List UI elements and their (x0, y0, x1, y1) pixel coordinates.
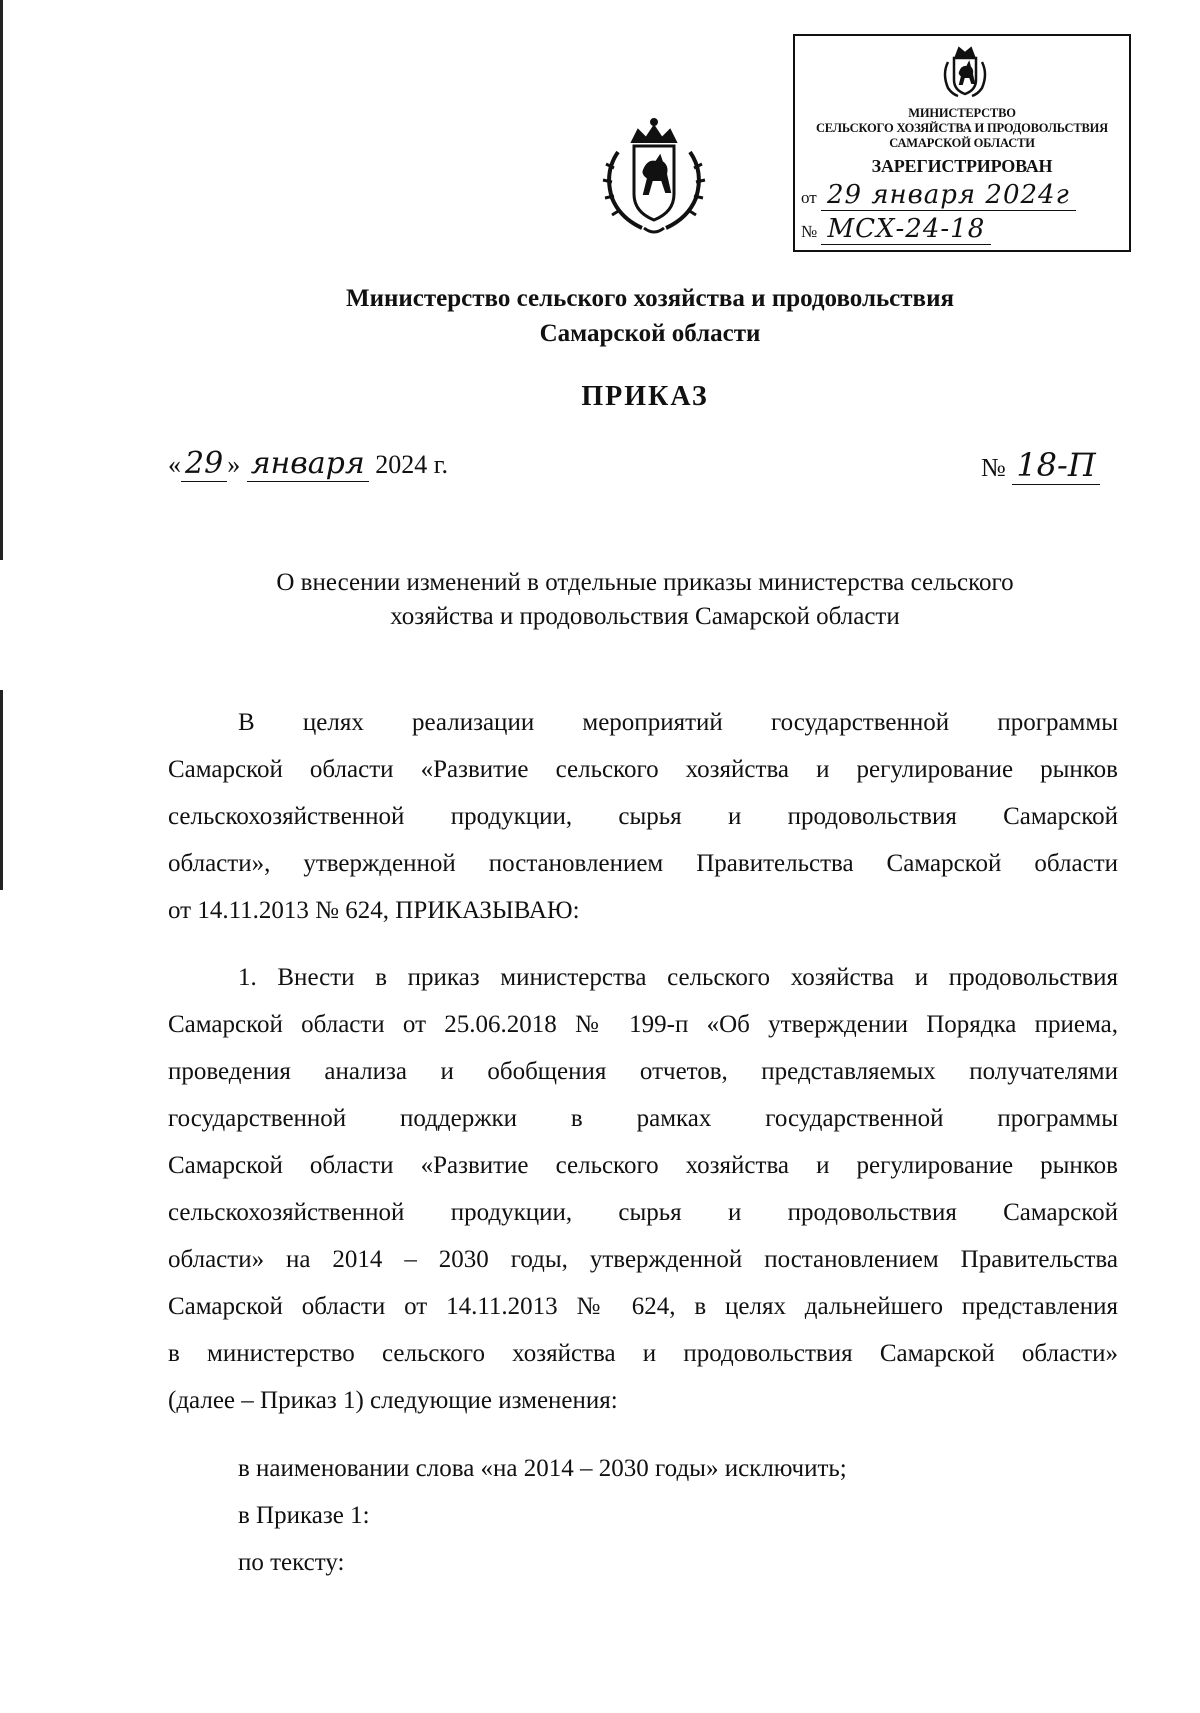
body-line: 1. Внести в приказ министерства сельского хозяйства и продовольствия (238, 964, 1118, 991)
body-line: государственной поддержки в рамках государственной программы (168, 1105, 1118, 1132)
date-month-handwritten: января (247, 446, 369, 482)
body-line: от 14.11.2013 № 624, ПРИКАЗЫВАЮ: (168, 897, 580, 924)
order-number-prefix: № (981, 453, 1006, 482)
body-line: области», утвержденной постановлением Правительства Самарской области (168, 850, 1118, 877)
body-line: по тексту: (238, 1549, 345, 1576)
stamp-emblem-icon (940, 44, 990, 100)
stamp-line-agriculture: СЕЛЬСКОГО ХОЗЯЙСТВА И ПРОДОВОЛЬСТВИЯ (815, 121, 1109, 135)
stamp-registered-label: ЗАРЕГИСТРИРОВАН (871, 156, 1053, 176)
registration-stamp (793, 34, 1131, 252)
ministry-name-line1: Министерство сельского хозяйства и продовольствия (345, 285, 954, 312)
stamp-date-handwritten: 29 января 2024г (821, 180, 1076, 211)
date-quote-close: » (227, 450, 241, 479)
body-line: сельскохозяйственной продукции, сырья и продовольствия Самарской (168, 1199, 1118, 1226)
order-number-handwritten: 18-П (1012, 446, 1099, 485)
stamp-line-region: САМАРСКОЙ ОБЛАСТИ (889, 136, 1035, 150)
stamp-date-prefix: от (801, 188, 817, 207)
body-line: в наименовании слова «на 2014 – 2030 годы» исключить; (238, 1455, 847, 1482)
body-line: Самарской области «Развитие сельского хозяйства и регулирование рынков (168, 756, 1118, 783)
date-year: 2024 г. (375, 450, 448, 479)
ministry-name-line2: Самарской области (539, 320, 761, 347)
subject-line2: хозяйства и продовольствия Самарской области (390, 603, 900, 630)
stamp-number-handwritten: МСХ-24-18 (821, 214, 991, 245)
body-line: Самарской области от 25.06.2018 № 199-п «Об утверждении Порядка приема, (168, 1011, 1118, 1038)
date-quote-open: « (168, 450, 181, 479)
stamp-line-ministry: МИНИСТЕРСТВО (908, 106, 1016, 120)
body-line: В целях реализации мероприятий государственной программы (238, 709, 1118, 736)
order-number (981, 446, 1100, 485)
body-line: сельскохозяйственной продукции, сырья и продовольствия Самарской (168, 803, 1118, 830)
body-line: проведения анализа и обобщения отчетов, представляемых получателями (168, 1058, 1118, 1085)
order-date (168, 446, 448, 482)
body-line: Самарской области от 14.11.2013 № 624, в целях дальнейшего представления (168, 1293, 1118, 1320)
body-line: в министерство сельского хозяйства и продовольствия Самарской области» (168, 1340, 1118, 1367)
body-line: в Приказе 1: (238, 1502, 370, 1529)
coat-of-arms-icon (588, 112, 720, 244)
body-line: Самарской области «Развитие сельского хозяйства и регулирование рынков (168, 1152, 1118, 1179)
subject-line1: О внесении изменений в отдельные приказы министерства сельского (276, 569, 1014, 596)
date-day-handwritten: 29 (181, 446, 227, 482)
body-line: (далее – Приказ 1) следующие изменения: (168, 1387, 618, 1414)
document-title: ПРИКАЗ (581, 381, 709, 412)
stamp-date-row (801, 180, 1076, 211)
scan-edge-mark (0, 0, 3, 560)
stamp-number-row (801, 214, 991, 245)
scan-edge-mark (0, 690, 3, 890)
stamp-number-prefix: № (801, 222, 818, 241)
body-line: области» на 2014 – 2030 годы, утвержденной постановлением Правительства (168, 1246, 1118, 1273)
